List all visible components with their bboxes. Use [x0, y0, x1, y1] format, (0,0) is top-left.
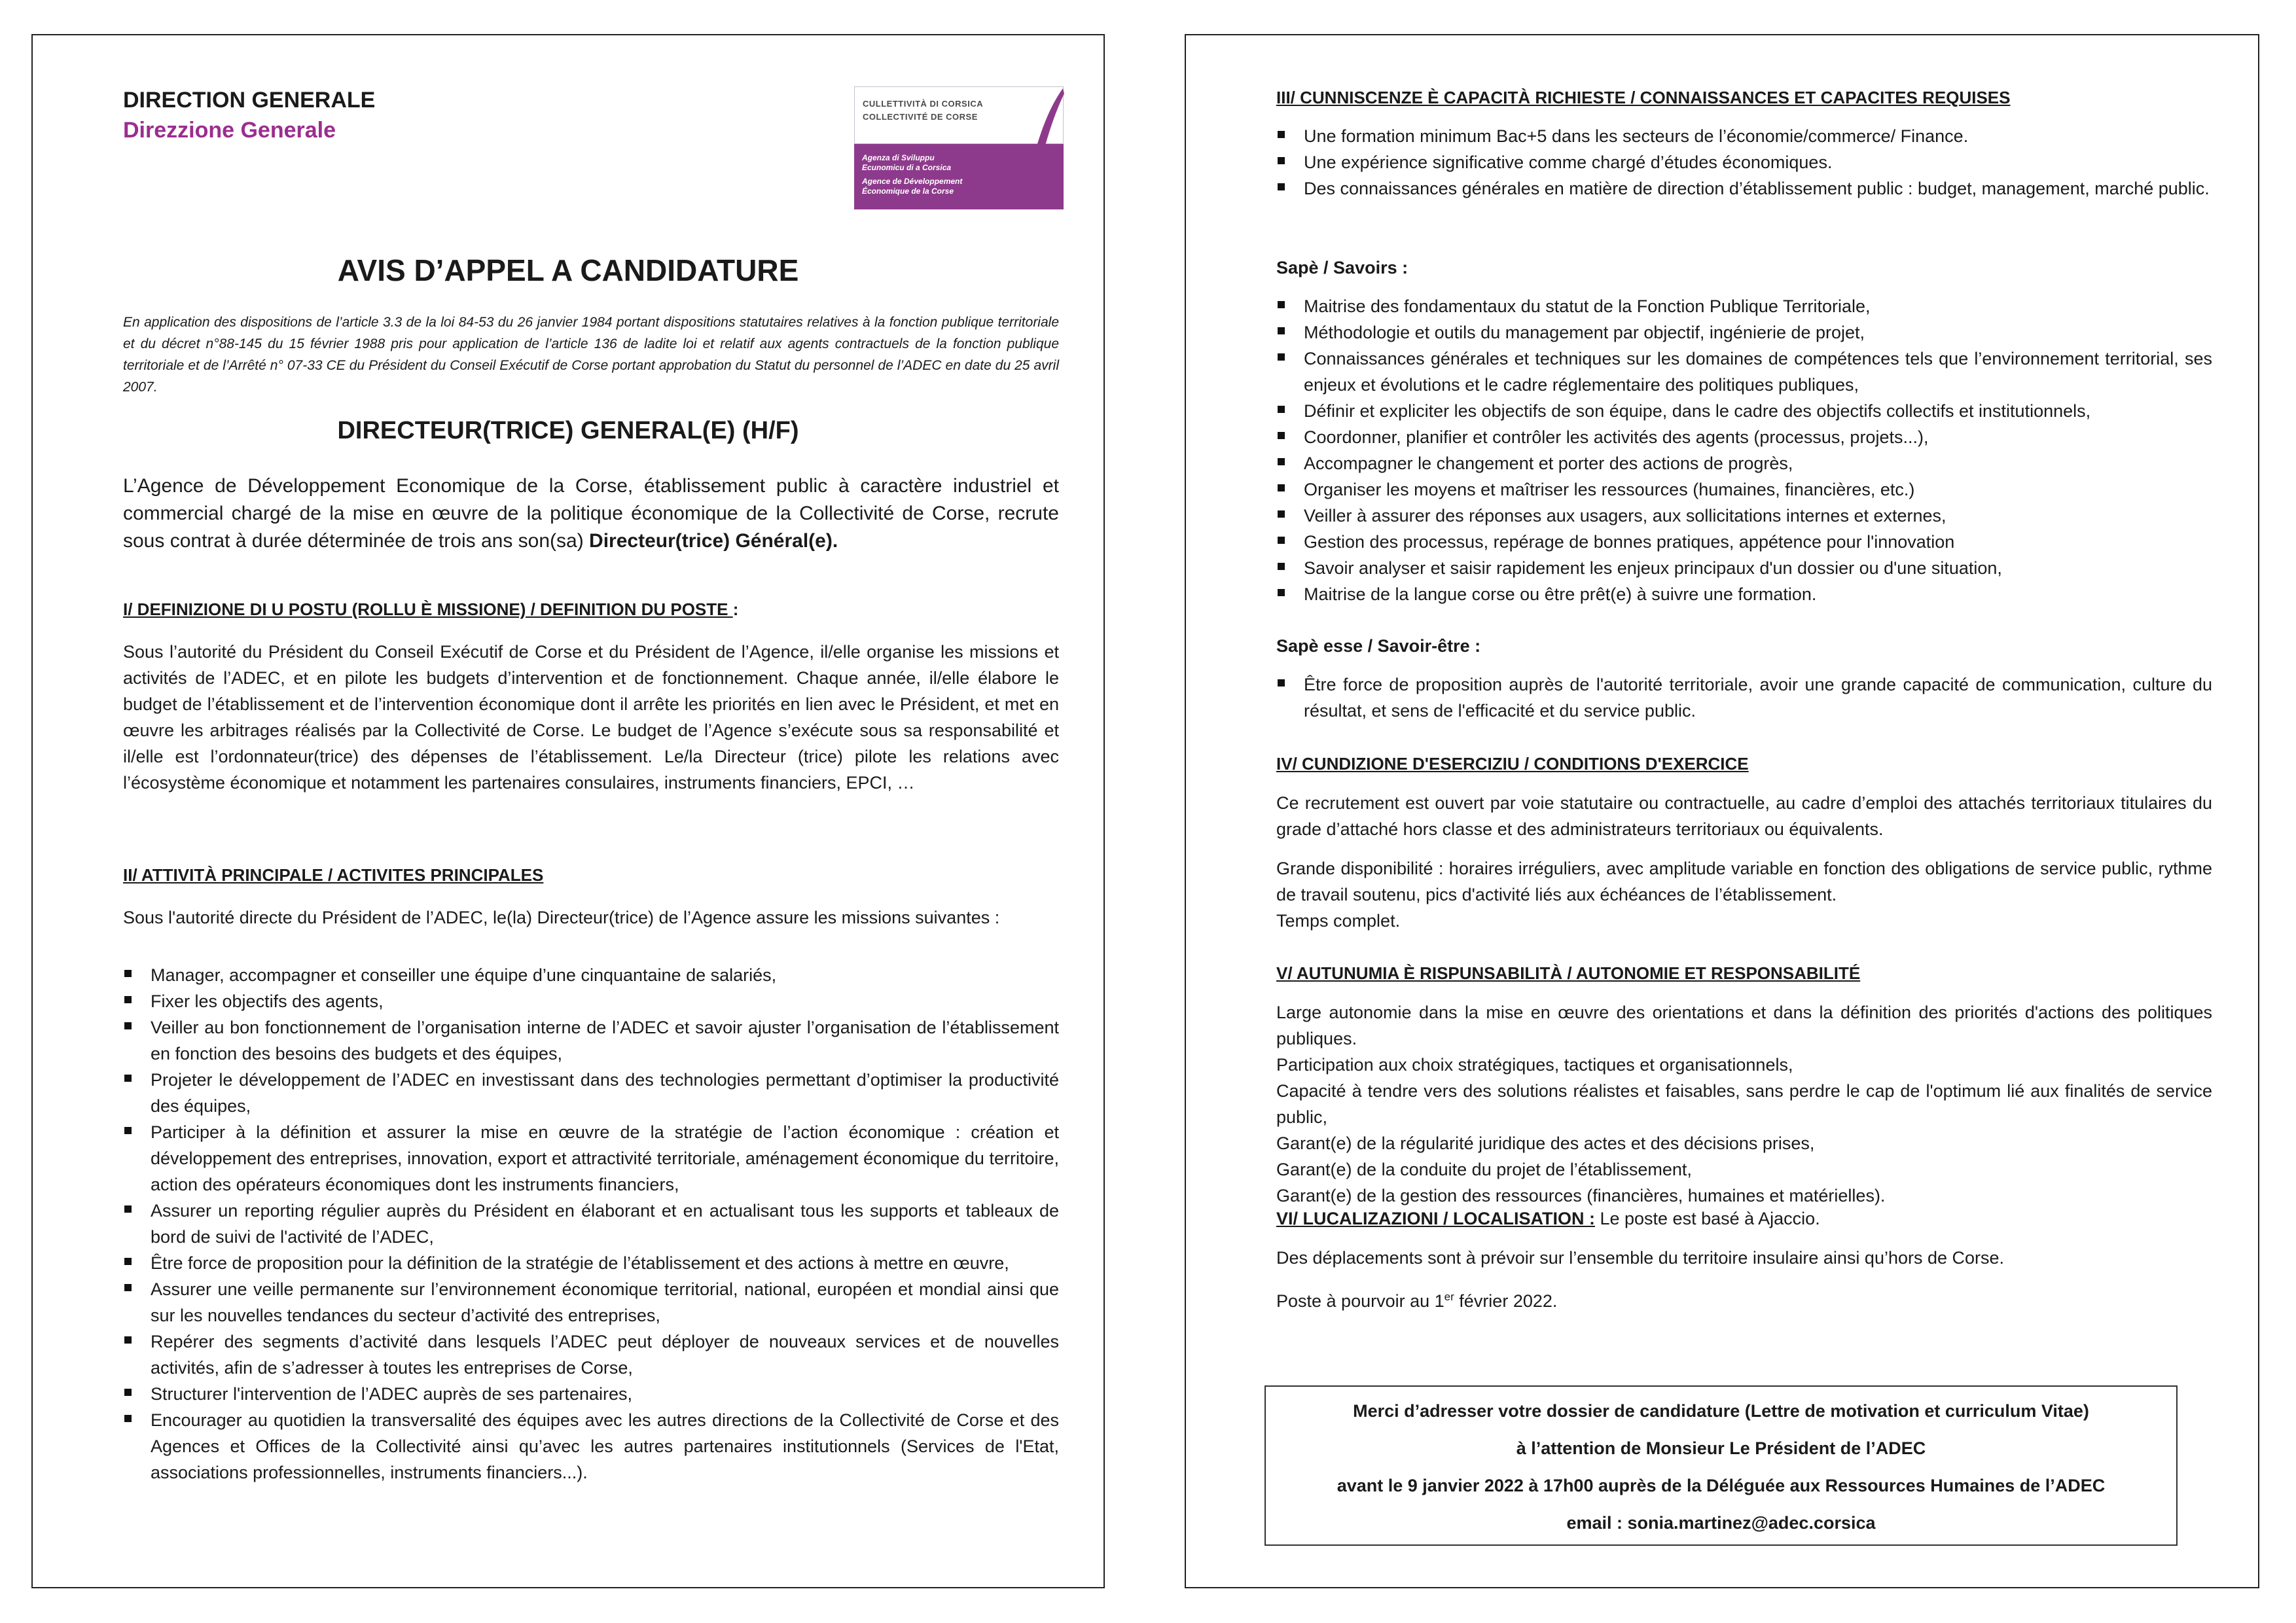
- bullet-square-icon: [1278, 679, 1285, 687]
- list-item-text: Repérer des segments d’activité dans lesquels l’ADEC peut déployer de nouveaux services et de nouvelles activités, afin de s’adresser à toutes les entreprises de Corse,: [151, 1332, 1059, 1378]
- bullet-square-icon: [1278, 589, 1285, 596]
- list-item-text: Structurer l'intervention de l’ADEC auprès de ses partenaires,: [151, 1384, 633, 1404]
- list-item-text: Accompagner le changement et porter des actions de progrès,: [1304, 454, 1793, 473]
- list-item: [1276, 424, 2212, 450]
- section4-p3: Temps complet.: [1276, 911, 1401, 931]
- application-box: [1265, 1385, 2178, 1546]
- bullet-square-icon: [1278, 432, 1285, 439]
- list-item-text: Une expérience significative comme chargé d’études économiques.: [1304, 152, 1833, 172]
- bullet-square-icon: [124, 996, 132, 1003]
- list-item: [123, 1276, 1059, 1329]
- list-item-text: Participer à la définition et assurer la mise en œuvre de la stratégie de l’action économique : création et développement des entreprises, innovation, export et attractivité territoriale, aménagement économique du territoire, action des opérateurs économiques dont les instruments financiers,: [151, 1122, 1059, 1194]
- right-page: [1185, 34, 2259, 1588]
- list-item: [123, 962, 1059, 988]
- list-item: [123, 1381, 1059, 1407]
- list-item: [1276, 529, 2212, 555]
- section5-line: Participation aux choix stratégiques, tactiques et organisationnels,: [1276, 1055, 1793, 1075]
- bullet-square-icon: [124, 1415, 132, 1422]
- bullet-square-icon: [1278, 484, 1285, 491]
- list-item: [1276, 149, 2212, 175]
- bullet-square-icon: [1278, 327, 1285, 334]
- section5-line: Large autonomie dans la mise en œuvre des orientations et dans la définition des priorités d'actions des politiques publiques.: [1276, 1003, 2212, 1048]
- section5-heading: V/ AUTUNUMIA È RISPUNSABILITÀ / AUTONOMIE ET RESPONSABILITÉ: [1276, 963, 1861, 983]
- list-item: [1276, 671, 2212, 724]
- section2-intro: Sous l'autorité directe du Président de l’ADEC, le(la) Directeur(trice) de l’Agence assure les missions suivantes :: [123, 908, 1000, 927]
- section5-lines: [1276, 999, 2212, 1209]
- bullet-square-icon: [124, 1389, 132, 1396]
- savoir-etre-heading: Sapè esse / Savoir-être :: [1276, 636, 1481, 656]
- list-item-text: Encourager au quotidien la transversalité des équipes avec les autres directions de la Collectivité de Corse et des Agences et Offices de la Collectivité ainsi qu’avec les autres partenaires institutionnels (Services de l'Etat, associations professionnelles, instruments financiers...).: [151, 1410, 1059, 1482]
- list-item-text: Des connaissances générales en matière de direction d’établissement public : budget, management, marché public.: [1304, 179, 2210, 198]
- list-item-text: Organiser les moyens et maîtriser les ressources (humaines, financières, etc.): [1304, 480, 1915, 499]
- box-line2: à l’attention de Monsieur Le Président de l’ADEC: [1516, 1438, 1926, 1458]
- list-item: [123, 1407, 1059, 1486]
- bullet-square-icon: [1278, 406, 1285, 413]
- list-item: [1276, 319, 2212, 346]
- adec-logo: [854, 86, 1064, 209]
- list-item: [1276, 450, 2212, 476]
- list-item-text: Assurer un reporting régulier auprès du Président en élaborant et en actualisant tous les supports et tableaux de bord de suivi de l'activité de l’ADEC,: [151, 1201, 1059, 1247]
- job-title: DIRECTEUR(TRICE) GENERAL(E) (H/F): [337, 417, 799, 444]
- header-subtitle: Direzzione Generale: [123, 118, 336, 143]
- bullet-square-icon: [1278, 183, 1285, 190]
- section5-line: Capacité à tendre vers des solutions réalistes et faisables, sans perdre le cap de l'optimum lié aux finalités de service public,: [1276, 1081, 2212, 1127]
- section1-colon: :: [732, 599, 739, 619]
- intro-bold: Directeur(trice) Général(e).: [589, 530, 838, 552]
- box-email: email : sonia.martinez@adec.corsica: [1566, 1513, 1876, 1533]
- list-item: [1276, 123, 2212, 149]
- list-item-text: Maitrise des fondamentaux du statut de la Fonction Publique Territoriale,: [1304, 296, 1871, 316]
- box-line1: Merci d’adresser votre dossier de candidature (Lettre de motivation et curriculum Vitae): [1353, 1401, 2089, 1421]
- logo-line2: COLLECTIVITÉ DE CORSE: [863, 112, 978, 122]
- section6-p3-a: Poste à pourvoir au 1: [1276, 1291, 1444, 1311]
- list-item: [1276, 293, 2212, 319]
- bullet-square-icon: [1278, 301, 1285, 308]
- avis-title: AVIS D’APPEL A CANDIDATURE: [337, 253, 799, 287]
- header-title: DIRECTION GENERALE: [123, 88, 376, 113]
- list-item: [1276, 398, 2212, 424]
- section6-p3: [1276, 1284, 2212, 1314]
- bullet-square-icon: [124, 1022, 132, 1029]
- bullet-square-icon: [124, 1205, 132, 1213]
- logo-sub4: Économique de la Corse: [862, 187, 954, 196]
- section6-p3-sup: er: [1444, 1291, 1454, 1303]
- list-item-text: Être force de proposition pour la définition de la stratégie de l’établissement et des actions à mettre en œuvre,: [151, 1253, 1009, 1273]
- section6-line1: [1276, 1205, 2212, 1232]
- list-item: [123, 1250, 1059, 1276]
- list-item-text: Définir et expliciter les objectifs de son équipe, dans le cadre des objectifs collectifs et institutionnels,: [1304, 401, 2091, 421]
- list-item: [1276, 175, 2212, 202]
- section5-line: Garant(e) de la régularité juridique des actes et des décisions prises,: [1276, 1133, 1815, 1153]
- list-item-text: Connaissances générales et techniques sur les domaines de compétences tels que l’environnement territorial, ses enjeux et évolutions et le cadre réglementaire des politiques publiques,: [1304, 349, 2212, 395]
- bullet-square-icon: [124, 1258, 132, 1265]
- section5-line: Garant(e) de la conduite du projet de l’établissement,: [1276, 1160, 1692, 1179]
- list-item-text: Gestion des processus, repérage de bonnes pratiques, appétence pour l'innovation: [1304, 532, 1955, 552]
- box-line3: avant le 9 janvier 2022 à 17h00 auprès de la Déléguée aux Ressources Humaines de l’ADEC: [1336, 1476, 2106, 1495]
- section4-heading: IV/ CUNDIZIONE D'ESERCIZIU / CONDITIONS D'EXERCICE: [1276, 754, 1749, 774]
- legal-text: En application des dispositions de l’article 3.3 de la loi 84-53 du 26 janvier 1984 portant dispositions statutaires relatives à la fonction publique territoriale et du décret n°88-145 du 15 février 1988 pris pour application de l’article 136 de ladite loi et relatif aux agents contractuels de la fonction publique territoriale et de l’Arrêté n° 07-33 CE du Président du Conseil Exécutif de Corse portant approbation du Statut du personnel de l’ADEC en date du 25 avril 2007.: [123, 315, 1059, 395]
- list-item-text: Veiller à assurer des réponses aux usagers, aux sollicitations internes et externes,: [1304, 506, 1946, 526]
- list-item: [1276, 346, 2212, 398]
- logo-sub2: Ecunomicu di a Corsica: [862, 163, 952, 172]
- list-item-text: Être force de proposition auprès de l'autorité territoriale, avoir une grande capacité de communication, culture du résultat, et sens de l'efficacité et du service public.: [1304, 675, 2212, 721]
- bullet-square-icon: [1278, 458, 1285, 465]
- list-item-text: Veiller au bon fonctionnement de l’organisation interne de l’ADEC et savoir ajuster l’organisation de l’établissement en fonction des besoins des budgets et des équipes,: [151, 1018, 1059, 1063]
- list-item-text: Une formation minimum Bac+5 dans les secteurs de l’économie/commerce/ Finance.: [1304, 126, 1969, 146]
- list-item: [123, 1067, 1059, 1119]
- section5-line: Garant(e) de la gestion des ressources (financières, humaines et matérielles).: [1276, 1186, 1886, 1205]
- bullet-square-icon: [1278, 157, 1285, 164]
- savoirs-list: [1276, 293, 2212, 607]
- intro-text: L’Agence de Développement Economique de la Corse, établissement public à caractère industriel et commercial chargé de la mise en œuvre de la politique économique de la Collectivité de Corse, recrute sous contrat à durée déterminée de trois ans son(sa): [123, 475, 1059, 552]
- list-item: [1276, 555, 2212, 581]
- bullet-square-icon: [124, 1075, 132, 1082]
- savoirs-heading: Sapè / Savoirs :: [1276, 258, 1408, 277]
- section1-heading: [123, 599, 738, 620]
- section3-list: [1276, 123, 2212, 202]
- list-item: [123, 1198, 1059, 1250]
- list-item-text: Méthodologie et outils du management par objectif, ingénierie de projet,: [1304, 323, 1865, 342]
- list-item-text: Assurer une veille permanente sur l’environnement économique territorial, national, européen et mondial ainsi que sur les nouvelles tendances du secteur d’activité des entreprises,: [151, 1279, 1059, 1325]
- list-item-text: Maitrise de la langue corse ou être prêt(e) à suivre une formation.: [1304, 584, 1817, 604]
- section2-list: [123, 962, 1059, 1486]
- intro-paragraph: [123, 473, 1059, 555]
- section1-text: Sous l’autorité du Président du Conseil Exécutif de Corse et du Président de l’Agence, il/elle organise les missions et activités de l’ADEC, et en pilote les budgets d’intervention et de fonctionnement. Chaque année, il/elle élabore le budget de l’établissement et de l’intervention économique dont il arrête les priorités en lien avec le Président, et met en œuvre les arbitrages réalisés par la Collectivité de Corse. Le budget de l’Agence s’exécute sous sa responsabilité et il/elle est l’ordonnateur(trice) des dépenses de l’établissement. Le/la Directeur (trice) pilote les relations avec l’écosystème économique et notamment les partenaires consulaires, instruments financiers, EPCI, …: [123, 642, 1059, 793]
- bullet-square-icon: [124, 970, 132, 977]
- section6-inline: Le poste est basé à Ajaccio.: [1594, 1209, 1820, 1228]
- list-item: [123, 988, 1059, 1014]
- bullet-square-icon: [1278, 537, 1285, 544]
- section3-heading: III/ CUNNISCENZE È CAPACITÀ RICHIESTE / CONNAISSANCES ET CAPACITES REQUISES: [1276, 88, 2011, 107]
- section1-heading-text: I/ DEFINIZIONE DI U POSTU (ROLLU È MISSIONE) / DEFINITION DU POSTE: [123, 599, 733, 619]
- logo-sub3: Agence de Développement: [862, 177, 963, 186]
- section6-p2: Des déplacements sont à prévoir sur l’ensemble du territoire insulaire ainsi qu’hors de Corse.: [1276, 1248, 2005, 1268]
- bullet-square-icon: [1278, 353, 1285, 361]
- list-item-text: Manager, accompagner et conseiller une équipe d’une cinquantaine de salariés,: [151, 965, 777, 985]
- bullet-square-icon: [124, 1127, 132, 1134]
- list-item: [1276, 476, 2212, 503]
- list-item: [1276, 581, 2212, 607]
- bullet-square-icon: [124, 1336, 132, 1344]
- savoir-etre-list: [1276, 671, 2212, 724]
- left-page: [31, 34, 1105, 1588]
- list-item-text: Fixer les objectifs des agents,: [151, 991, 384, 1011]
- list-item-text: Savoir analyser et saisir rapidement les enjeux principaux d'un dossier ou d'une situation,: [1304, 558, 2002, 578]
- list-item: [123, 1329, 1059, 1381]
- list-item-text: Coordonner, planifier et contrôler les activités des agents (processus, projets...),: [1304, 427, 1929, 447]
- section4-p1: Ce recrutement est ouvert par voie statutaire ou contractuelle, au cadre d’emploi des attachés territoriaux titulaires du grade d’attaché hors classe et des administrateurs territoriaux ou équivalents.: [1276, 793, 2212, 839]
- list-item: [123, 1014, 1059, 1067]
- section6-p3-b: février 2022.: [1454, 1291, 1558, 1311]
- logo-sub1: Agenza di Sviluppu: [862, 153, 935, 162]
- section2-heading: II/ ATTIVITÀ PRINCIPALE / ACTIVITES PRINCIPALES: [123, 865, 544, 885]
- section4-p2: Grande disponibilité : horaires irréguliers, avec amplitude variable en fonction des obligations de service public, rythme de travail soutenu, pics d'activité liés aux échéances de l’établissement.: [1276, 859, 2212, 904]
- bullet-square-icon: [124, 1284, 132, 1291]
- bullet-square-icon: [1278, 563, 1285, 570]
- bullet-square-icon: [1278, 510, 1285, 518]
- bullet-square-icon: [1278, 131, 1285, 138]
- list-item: [123, 1119, 1059, 1198]
- list-item: [1276, 503, 2212, 529]
- logo-line1: CULLETTIVITÀ DI CORSICA: [863, 99, 984, 109]
- section6-heading: VI/ LUCALIZAZIONI / LOCALISATION :: [1276, 1209, 1595, 1228]
- list-item-text: Projeter le développement de l’ADEC en investissant dans des technologies permettant d’optimiser la productivité des équipes,: [151, 1070, 1059, 1116]
